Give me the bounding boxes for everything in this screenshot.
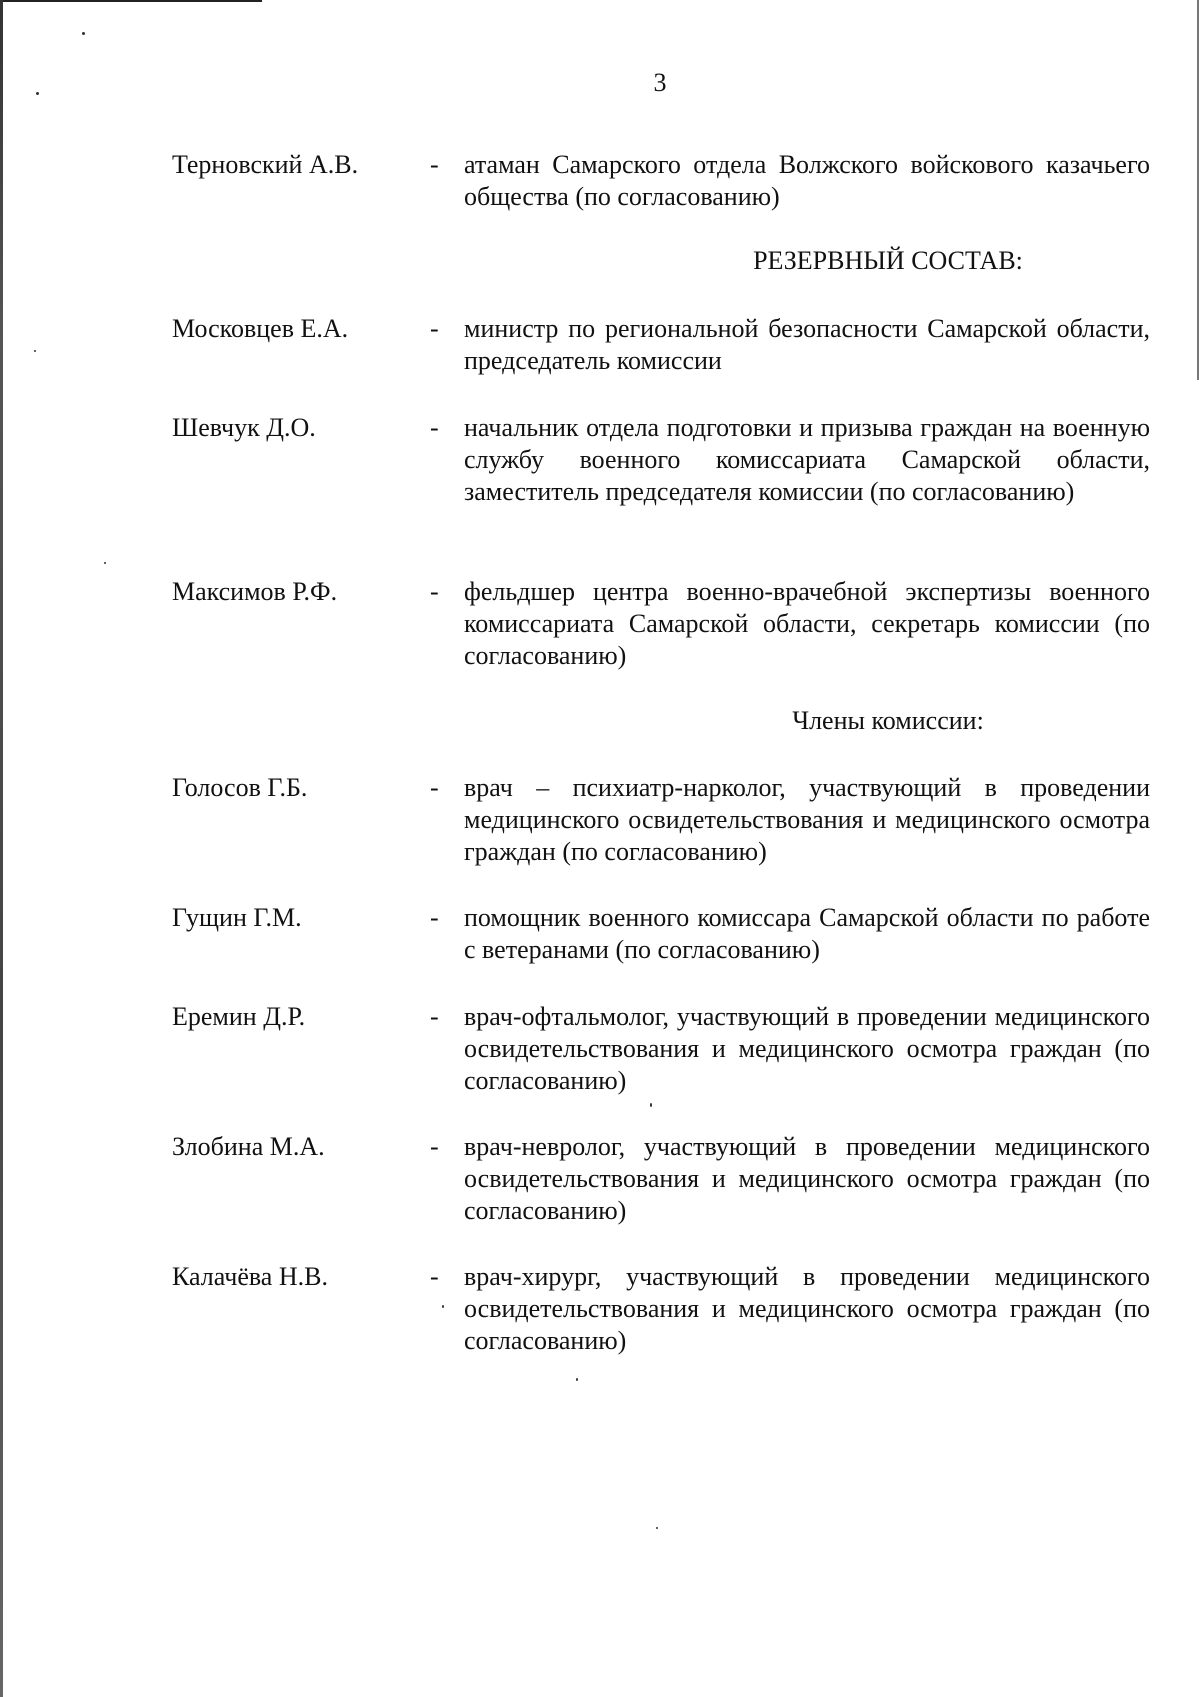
dash-separator: - xyxy=(430,1002,439,1031)
scan-speck xyxy=(576,1378,578,1381)
scan-border-top xyxy=(0,0,262,2)
position-description: начальник отдела подготовки и призыва граждан на военную службу военного комиссариата Самарской области, заместитель председателя комиссии (по согласованию) xyxy=(464,413,1150,506)
dash-separator: - xyxy=(430,150,439,179)
position-description: помощник военного комиссара Самарской области по работе с ветеранами (по согласованию) xyxy=(464,903,1150,964)
person-name: Голосов Г.Б. xyxy=(172,773,308,802)
scan-speck xyxy=(442,1305,444,1308)
position-description: фельдшер центра военно-врачебной экспертизы военного комиссариата Самарской области, секретарь комиссии (по согласованию) xyxy=(464,577,1150,670)
dash-separator: - xyxy=(430,413,439,442)
person-name: Терновский А.В. xyxy=(172,150,359,179)
dash-separator: - xyxy=(430,1132,439,1161)
position-description: министр по региональной безопасности Самарской области, председатель комиссии xyxy=(464,314,1150,375)
position-description: врач-невролог, участвующий в проведении медицинского освидетельствования и медицинского осмотра граждан (по согласованию) xyxy=(464,1132,1150,1225)
dash-separator: - xyxy=(430,773,439,802)
dash-separator: - xyxy=(430,577,439,606)
person-name: Московцев Е.А. xyxy=(172,314,349,343)
scan-border-right xyxy=(1197,0,1199,380)
scan-border-left xyxy=(0,0,3,1697)
person-name: Гущин Г.М. xyxy=(172,903,302,932)
scan-speck xyxy=(104,562,106,564)
scan-speck xyxy=(650,1103,652,1107)
members-heading: Члены комиссии: xyxy=(792,706,984,735)
scan-speck xyxy=(656,1527,658,1529)
position-description: врач-хирург, участвующий в проведении медицинского освидетельствования и медицинского осмотра граждан (по согласованию) xyxy=(464,1262,1150,1355)
person-name: Калачёва Н.В. xyxy=(172,1262,328,1291)
position-description: атаман Самарского отдела Волжского войскового казачьего общества (по согласованию) xyxy=(464,150,1150,211)
position-description: врач-офтальмолог, участвующий в проведении медицинского освидетельствования и медицинского осмотра граждан (по согласованию) xyxy=(464,1002,1150,1095)
person-name: Максимов Р.Ф. xyxy=(172,577,338,606)
page-number: 3 xyxy=(653,68,667,97)
dash-separator: - xyxy=(430,1262,439,1291)
person-name: Шевчук Д.О. xyxy=(172,413,316,442)
reserve-heading: РЕЗЕРВНЫЙ СОСТАВ: xyxy=(753,246,1023,275)
dash-separator: - xyxy=(430,314,439,343)
person-name: Еремин Д.Р. xyxy=(172,1002,306,1031)
scan-speck xyxy=(34,350,36,352)
person-name: Злобина М.А. xyxy=(172,1132,325,1161)
scan-speck xyxy=(82,32,85,35)
position-description: врач – психиатр-нарколог, участвующий в проведении медицинского освидетельствования и медицинского осмотра граждан (по согласованию) xyxy=(464,773,1150,866)
dash-separator: - xyxy=(430,903,439,932)
